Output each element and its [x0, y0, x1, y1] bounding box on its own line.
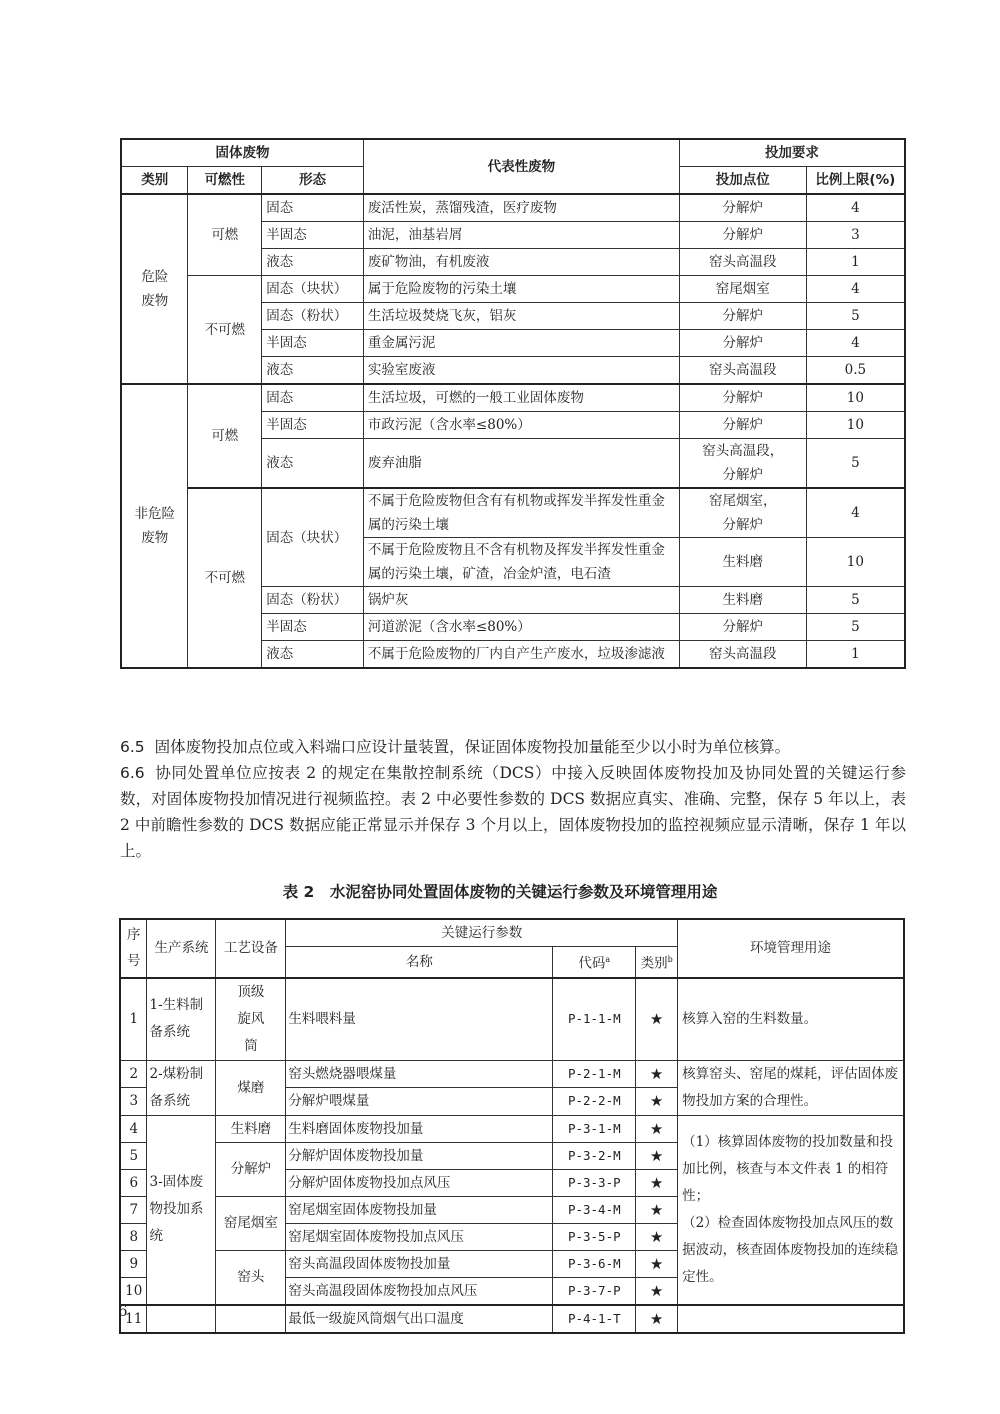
env-use-item-1: （1）核算固体废物的投加数量和投加比例，核查与本文件表 1 的相符性；: [682, 1133, 894, 1204]
param-name: 窑头高温段固体废物投加量: [286, 1250, 553, 1277]
category-nonhazardous: [121, 384, 188, 668]
combustibility-cell: 不可燃: [188, 488, 262, 668]
waste-cell: 不属于危险废物且不含有机物及挥发半挥发性重金属的污染土壤，矿渣，冶金炉渣，电石渣: [363, 538, 679, 587]
system-text: 1-生料制备系统: [149, 997, 204, 1040]
equipment-cell: [216, 978, 286, 1061]
system-text: 2-煤粉制备系统: [149, 1065, 204, 1109]
page-number: 6: [118, 1302, 128, 1320]
param-name: 窑头燃烧器喂煤量: [286, 1060, 553, 1088]
param-name: 最低一级旋风筒烟气出口温度: [286, 1305, 553, 1333]
row-no: 2: [120, 1060, 147, 1088]
system-text: 3-固体废物投加系统: [149, 1174, 204, 1244]
limit-cell: 5: [806, 587, 905, 614]
star-icon: ★: [636, 1196, 678, 1223]
limit-cell: 0.5: [806, 357, 905, 385]
param-code: P-2-2-M: [553, 1088, 636, 1116]
footnote-b: b: [667, 955, 673, 964]
feed-point-cell: 分解炉: [679, 303, 806, 330]
clause-6-5: [120, 734, 906, 760]
waste-cell: 废矿物油，有机废液: [363, 249, 679, 276]
category-label: 非危险废物: [134, 505, 175, 546]
feed-point-text: 窑头高温段，分解炉: [702, 443, 784, 483]
waste-cell: 属于危险废物的污染土壤: [363, 276, 679, 303]
limit-cell: 4: [806, 488, 905, 538]
env-use-cell: [678, 1115, 904, 1305]
equipment-cell: [216, 1305, 286, 1333]
param-name: 分解炉固体废物投加点风压: [286, 1169, 553, 1196]
clause-number: 6.5: [120, 738, 145, 756]
combustibility-cell: 可燃: [188, 384, 262, 488]
limit-cell: 10: [806, 538, 905, 587]
param-name: 窑头高温段固体废物投加点风压: [286, 1277, 553, 1305]
feed-point-cell: 生料磨: [679, 538, 806, 587]
param-name: 窑尾烟室固体废物投加量: [286, 1196, 553, 1223]
equipment-text: 顶级旋风筒: [237, 983, 265, 1054]
waste-cell: 油泥，油基岩屑: [363, 222, 679, 249]
limit-cell: 1: [806, 249, 905, 276]
waste-cell: 不属于危险废物的厂内自产生产废水，垃圾渗滤液: [363, 641, 679, 669]
waste-cell: 重金属污泥: [363, 330, 679, 357]
table-row: [120, 978, 904, 1061]
key-parameters-table: [119, 918, 905, 1334]
limit-cell: 10: [806, 412, 905, 439]
form-cell: 液态: [262, 439, 364, 489]
header-representative-waste: 代表性废物: [363, 139, 679, 194]
feed-point-cell: 窑头高温段: [679, 641, 806, 669]
header-feeding-requirements: 投加要求: [679, 139, 905, 167]
feed-point-cell: 分解炉: [679, 194, 806, 222]
clause-6-6: [120, 760, 906, 864]
header-code: [553, 947, 636, 978]
waste-feeding-table: [120, 138, 906, 669]
row-no: 11: [120, 1305, 147, 1333]
feed-point-cell: 分解炉: [679, 614, 806, 641]
table-row: [121, 488, 905, 538]
table-row: [121, 194, 905, 222]
star-icon: ★: [636, 1305, 678, 1333]
param-code: P-2-1-M: [553, 1060, 636, 1088]
row-no: 6: [120, 1169, 147, 1196]
feed-point-cell: [679, 488, 806, 538]
equipment-cell: 分解炉: [216, 1142, 286, 1196]
feed-point-cell: 窑尾烟室: [679, 276, 806, 303]
feed-point-cell: 生料磨: [679, 587, 806, 614]
equipment-cell: 窑头: [216, 1250, 286, 1305]
waste-cell: 废弃油脂: [363, 439, 679, 489]
combustibility-cell: 不可燃: [188, 276, 262, 385]
param-code: P-3-4-M: [553, 1196, 636, 1223]
feed-point-cell: 分解炉: [679, 330, 806, 357]
limit-cell: 4: [806, 330, 905, 357]
clause-text: 固体废物投加点位或入料端口应设计量装置，保证固体废物投加量能至少以小时为单位核算。: [154, 738, 791, 756]
form-cell: 半固态: [262, 222, 364, 249]
limit-cell: 5: [806, 439, 905, 489]
header-name: 名称: [286, 947, 553, 978]
row-no: 4: [120, 1115, 147, 1142]
waste-cell: 不属于危险废物但含有有机物或挥发半挥发性重金属的污染土壤: [363, 488, 679, 538]
form-cell: 半固态: [262, 614, 364, 641]
param-name: 生料喂料量: [286, 978, 553, 1061]
env-use-cell: [678, 1305, 904, 1333]
table-row: [121, 384, 905, 412]
feed-point-cell: 分解炉: [679, 412, 806, 439]
form-cell: 固态（粉状）: [262, 303, 364, 330]
feed-point-cell: 窑头高温段: [679, 357, 806, 385]
env-use-cell: 核算入窑的生料数量。: [678, 978, 904, 1061]
param-code: P-3-2-M: [553, 1142, 636, 1169]
form-cell: 液态: [262, 357, 364, 385]
star-icon: ★: [636, 1060, 678, 1088]
header-solid-waste: 固体废物: [121, 139, 363, 167]
star-icon: ★: [636, 1115, 678, 1142]
equipment-cell: 煤磨: [216, 1060, 286, 1115]
row-no: 9: [120, 1250, 147, 1277]
waste-cell: 锅炉灰: [363, 587, 679, 614]
feed-point-cell: 窑头高温段: [679, 249, 806, 276]
header-no-text: 序号: [126, 927, 141, 970]
star-icon: ★: [636, 1277, 678, 1305]
header-code-text: 代码: [578, 955, 606, 972]
form-cell: 液态: [262, 641, 364, 669]
form-cell: 固态（粉状）: [262, 587, 364, 614]
star-icon: ★: [636, 1250, 678, 1277]
table-row: [121, 276, 905, 303]
limit-cell: 10: [806, 384, 905, 412]
table-row: [120, 1060, 904, 1088]
param-code: P-1-1-M: [553, 978, 636, 1061]
table-row: [120, 1115, 904, 1142]
param-name: 分解炉喂煤量: [286, 1088, 553, 1116]
param-code: P-3-6-M: [553, 1250, 636, 1277]
param-code: P-3-3-P: [553, 1169, 636, 1196]
waste-cell: 废活性炭，蒸馏残渣，医疗废物: [363, 194, 679, 222]
form-cell: 液态: [262, 249, 364, 276]
system-cell: [147, 978, 216, 1061]
footnote-a: a: [605, 955, 611, 964]
table2-caption: 表 2 水泥窑协同处置固体废物的关键运行参数及环境管理用途: [282, 883, 718, 901]
param-code: P-3-1-M: [553, 1115, 636, 1142]
header-form: 形态: [262, 167, 364, 195]
limit-cell: 3: [806, 222, 905, 249]
row-no: 10: [120, 1277, 147, 1305]
form-cell: 半固态: [262, 412, 364, 439]
waste-cell: 生活垃圾焚烧飞灰，铝灰: [363, 303, 679, 330]
star-icon: ★: [636, 1223, 678, 1250]
header-feed-point: 投加点位: [679, 167, 806, 195]
waste-cell: 河道淤泥（含水率≤80%）: [363, 614, 679, 641]
header-system: 生产系统: [147, 919, 216, 978]
limit-cell: 5: [806, 614, 905, 641]
feed-point-cell: 分解炉: [679, 384, 806, 412]
star-icon: ★: [636, 978, 678, 1061]
env-use-cell: 核算窑头、窑尾的煤耗，评估固体废物投加方案的合理性。: [678, 1060, 904, 1115]
param-name: 生料磨固体废物投加量: [286, 1115, 553, 1142]
row-no: 5: [120, 1142, 147, 1169]
row-no: 7: [120, 1196, 147, 1223]
waste-cell: 生活垃圾，可燃的一般工业固体废物: [363, 384, 679, 412]
waste-cell: 市政污泥（含水率≤80%）: [363, 412, 679, 439]
row-no: 3: [120, 1088, 147, 1116]
star-icon: ★: [636, 1088, 678, 1116]
param-code: P-3-7-P: [553, 1277, 636, 1305]
row-no: 1: [120, 978, 147, 1061]
waste-cell: 实验室废液: [363, 357, 679, 385]
feed-point-cell: 分解炉: [679, 222, 806, 249]
star-icon: ★: [636, 1142, 678, 1169]
category-label: 危险废物: [141, 268, 169, 309]
env-use-item-2: （2）检查固体废物投加点风压的数据波动，核查固体废物投加的连续稳定性。: [682, 1214, 899, 1285]
feed-point-cell: [679, 439, 806, 489]
row-no: 8: [120, 1223, 147, 1250]
param-name: 分解炉固体废物投加量: [286, 1142, 553, 1169]
form-cell: 半固态: [262, 330, 364, 357]
limit-cell: 1: [806, 641, 905, 669]
system-cell: [147, 1305, 216, 1333]
form-cell: 固态（块状）: [262, 276, 364, 303]
form-cell: 固态: [262, 384, 364, 412]
star-icon: ★: [636, 1169, 678, 1196]
limit-cell: 5: [806, 303, 905, 330]
combustibility-cell: 可燃: [188, 194, 262, 276]
category-hazardous: [121, 194, 188, 384]
header-ratio-limit: 比例上限(%): [806, 167, 905, 195]
equipment-cell: 窑尾烟室: [216, 1196, 286, 1250]
header-combustibility: 可燃性: [188, 167, 262, 195]
limit-cell: 4: [806, 276, 905, 303]
header-equipment: 工艺设备: [216, 919, 286, 978]
header-env-use: 环境管理用途: [678, 919, 904, 978]
limit-cell: 4: [806, 194, 905, 222]
form-cell: 固态: [262, 194, 364, 222]
clause-text: 协同处置单位应按表 2 的规定在集散控制系统（DCS）中接入反映固体废物投加及协同处置的关键运行参数，对固体废物投加情况进行视频监控。表 2 中必要性参数的 DCS 数据应真实、准确、完整，保存 5 年以上，表 2 中前瞻性参数的 DCS 数据应能正常显示并保存 3 个月以上，固体废物投加的监控视频应显示清晰，保存 1 年以上。: [120, 764, 906, 860]
header-key-params: 关键运行参数: [286, 919, 678, 947]
header-type: [636, 947, 678, 978]
system-cell: [147, 1060, 216, 1115]
param-code: P-4-1-T: [553, 1305, 636, 1333]
clause-number: 6.6: [120, 764, 145, 782]
param-code: P-3-5-P: [553, 1223, 636, 1250]
param-name: 窑尾烟室固体废物投加点风压: [286, 1223, 553, 1250]
form-cell: 固态（块状）: [262, 488, 364, 587]
header-category: 类别: [121, 167, 188, 195]
header-no: [120, 919, 147, 978]
header-type-text: 类别: [640, 955, 668, 972]
system-cell: [147, 1115, 216, 1305]
feed-point-text: 窑尾烟室，分解炉: [709, 493, 777, 533]
equipment-cell: 生料磨: [216, 1115, 286, 1142]
table-row: [120, 1305, 904, 1333]
